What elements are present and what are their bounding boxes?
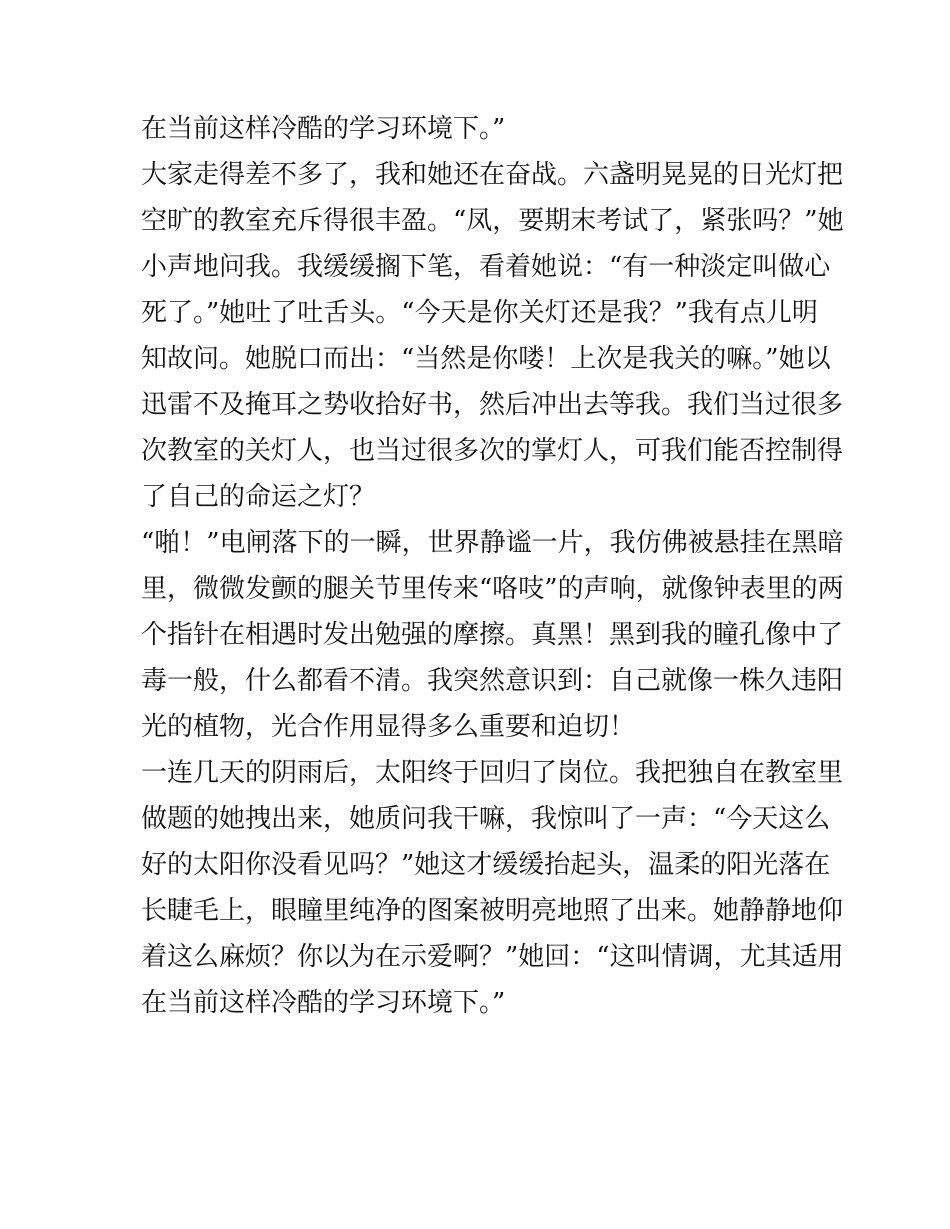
text-line: “啪！”电闸落下的一瞬，世界静谧一片，我仿佛被悬挂在黑暗 [141,528,844,558]
text-line: 毒一般，什么都看不清。我突然意识到：自己就像一株久违阳 [141,666,844,696]
text-line: 好的太阳你没看见吗？”她这才缓缓抬起头，温柔的阳光落在 [141,850,831,880]
text-line: 了自己的命运之灯？ [141,482,376,512]
text-line: 个指针在相遇时发出勉强的摩擦。真黑！黑到我的瞳孔像中了 [141,620,844,650]
text-line: 着这么麻烦？你以为在示爱啊？”她回：“这叫情调，尤其适用 [141,942,844,972]
text-line: 光的植物，光合作用显得多么重要和迫切！ [141,712,636,742]
text-line: 空旷的教室充斥得很丰盈。“凤，要期末考试了，紧张吗？”她 [141,206,844,236]
text-line: 死了。”她吐了吐舌头。“今天是你关灯还是我？”我有点儿明 [141,298,818,328]
text-line: 一连几天的阴雨后，太阳终于回归了岗位。我把独自在教室里 [141,758,844,788]
text-line: 在当前这样冷酷的学习环境下。” [141,988,506,1018]
text-line: 知故问。她脱口而出：“当然是你喽！上次是我关的嘛。”她以 [141,344,831,374]
paragraph-3 [141,520,844,750]
paragraph-4 [141,750,844,1026]
text-line: 大家走得差不多了，我和她还在奋战。六盏明晃晃的日光灯把 [141,160,844,190]
document-body [141,106,844,1026]
paragraph-2 [141,152,844,520]
text-line: 长睫毛上，眼瞳里纯净的图案被明亮地照了出来。她静静地仰 [141,896,844,926]
text-line: 迅雷不及掩耳之势收拾好书，然后冲出去等我。我们当过很多 [141,390,844,420]
text-line: 次教室的关灯人，也当过很多次的掌灯人，可我们能否控制得 [141,436,844,466]
paragraph-1 [141,106,821,152]
text-line: 里，微微发颤的腿关节里传来“咯吱”的声响，就像钟表里的两 [141,574,844,604]
text-line: 做题的她拽出来，她质问我干嘛，我惊叫了一声：“今天这么 [141,804,831,834]
text-line: 在当前这样冷酷的学习环境下。” [141,114,506,144]
text-line: 小声地问我。我缓缓搁下笔，看着她说：“有一种淡定叫做心 [141,252,831,282]
